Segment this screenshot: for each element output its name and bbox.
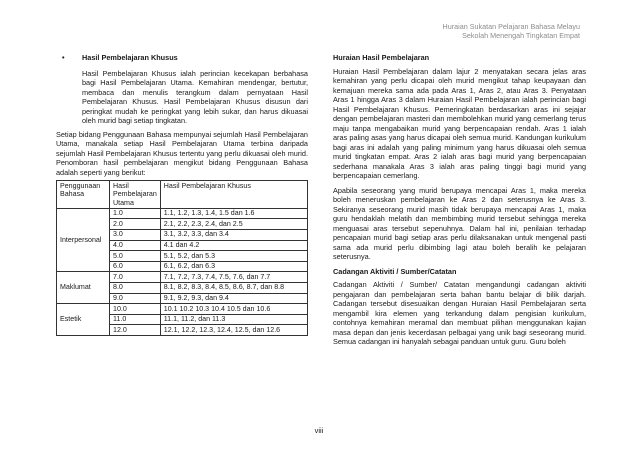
hpk-cell: 11.1, 11.2, dan 11.3 [160,314,307,325]
hpk-cell: 8.1, 8.2, 8.3, 8.4, 8.5, 8.6, 8.7, dan 8.8 [160,282,307,293]
hpu-cell: 2.0 [110,219,161,230]
header-hasil-khusus: Hasil Pembelajaran Khusus [160,181,307,209]
left-column [56,53,308,336]
hpk-cell: 12.1, 12.2, 12.3, 12.4, 12.5, dan 12.6 [160,325,307,336]
bullet-text: Hasil Pembelajaran Khusus ialah perincian kecekapan berbahasa bagi Hasil Pembelajaran Utama. Kemahiran mendengar, bertutur, membaca dan menulis terangkum dalam pernyataan Hasil Pembelajaran Khusus. Hasil Pembelajaran Khusus disusun dari peringkat mudah ke peringkat yang lebih sukar, dan harus dikuasai oleh murid bagi setiap tingkatan. [82,68,308,125]
hpk-cell: 6.1, 6.2, dan 6.3 [160,261,307,272]
right-column [333,53,586,347]
group-interpersonal: Interpersonal [57,208,110,272]
hpu-cell: 7.0 [110,272,161,283]
hpk-cell: 2.1, 2.2, 2.3, 2.4, dan 2.5 [160,219,307,230]
bullet-title: Hasil Pembelajaran Khusus [82,53,178,62]
hpk-cell: 5.1, 5.2, dan 5.3 [160,251,307,262]
hpu-cell: 9.0 [110,293,161,304]
hpk-cell: 7.1, 7.2, 7.3, 7.4, 7.5, 7.6, dan 7.7 [160,272,307,283]
table-row [57,208,308,219]
heading-huraian: Huraian Hasil Pembelajaran [333,53,430,62]
hpu-cell: 8.0 [110,282,161,293]
table-row [57,272,308,283]
hpu-cell: 12.0 [110,325,161,336]
hpu-cell: 5.0 [110,251,161,262]
hpu-cell: 4.0 [110,240,161,251]
page-number: viii [314,426,324,435]
header-line-2: Sekolah Menengah Tingkatan Empat [462,31,580,40]
running-header [443,22,580,40]
hpu-cell: 6.0 [110,261,161,272]
hpu-cell: 1.0 [110,208,161,219]
hpk-cell: 4.1 dan 4.2 [160,240,307,251]
hpu-cell: 11.0 [110,314,161,325]
hpk-cell: 1.1, 1.2, 1.3, 1.4, 1.5 dan 1.6 [160,208,307,219]
hpu-cell: 10.0 [110,304,161,315]
header-penggunaan-bahasa: Penggunaan Bahasa [57,181,110,209]
header-line-1: Huraian Sukatan Pelajaran Bahasa Melayu [442,22,580,31]
hpk-cell: 10.1 10.2 10.3 10.4 10.5 dan 10.6 [160,304,307,315]
table-header-row [57,181,308,209]
intro-paragraph: Setiap bidang Penggunaan Bahasa mempunyai sejumlah Hasil Pembelajaran Utama, manakala setiap Hasil Pembelajaran Utama terbina daripada sejumlah Hasil Pembelajaran Khusus tertentu yang perlu dikuasai oleh murid. Penomboran hasil pembelajaran mengikut bidang Penggunaan Bahasa adalah seperti yang berikut: [56,129,308,177]
paragraph-cadangan: Cadangan Aktiviti / Sumber/ Catatan mengandungi cadangan aktiviti pengajaran dan pembelajaran serta bahan bantu belajar di bilik darjah. Cadangan tersebut disesuaikan dengan Huraian Hasil Pembelajaran serta mengambil kira elemen yang terkandung dalam pengisian kurikulum, contohnya kemahiran meramal dan membuat pilihan menggunakan kajian masa depan dan jenis kecerdasan pelbagai yang unik bagi seseorang murid. Semua cadangan ini hanyalah sebagai panduan untuk guru. Guru boleh [333,280,586,346]
group-maklumat: Maklumat [57,272,110,304]
heading-cadangan: Cadangan Aktiviti / Sumber/Catatan [333,266,457,276]
table-row [57,304,308,315]
group-estetik: Estetik [57,304,110,336]
bullet-item [56,53,308,63]
learning-outcome-table [56,180,308,336]
paragraph-huraian: Huraian Hasil Pembelajaran dalam lajur 2 menyatakan secara jelas aras kemahiran yang perlu dicapai oleh murid mengikut tahap keupayaan dan kemajuan mereka sama ada pada Aras 1, Aras 2, atau Aras 3. Penyataan Aras 1 hingga Aras 3 dalam Huraian Hasil Pembelajaran ialah perincian bagi Hasil Pembelajaran Khusus. Pemeringkatan berdasarkan aras ini sejajar dengan pembelajaran masteri dan membolehkan murid yang cemerlang terus maju tanpa mengabaikan murid yang berpencapaian rendah. Aras 1 ialah aras paling asas yang harus dicapai oleh semua murid. Kandungan kurikulum bagi aras ini adalah yang paling minimum yang harus dikuasai oleh semua murid tingkatan empat. Aras 2 ialah aras bagi murid yang berpencapaian sederhana manakala Aras 3 ialah aras paling tinggi bagi murid yang berpencapaian cemerlang. [333,66,586,180]
bullet-icon: • [62,53,65,62]
hpu-cell: 3.0 [110,229,161,240]
hpk-cell: 3.1, 3.2, 3.3, dan 3.4 [160,229,307,240]
paragraph-aras: Apabila seseorang yang murid berupaya mencapai Aras 1, maka mereka boleh meneruskan pembelajaran ke Aras 2 dan seterusnya ke Aras 3. Sekiranya seseorang murid masih tidak berupaya mencapai Aras 1, maka guru hendaklah melatih dan membimbing murid tersebut sehingga mereka menguasai aras tersebut sepenuhnya. Dalam hal ini, penilaian terhadap pencapaian murid bagi setiap aras perlu dilaksanakan untuk mengenal pasti sama ada murid perlu dibimbing lagi atau boleh beralih ke pelajaran seterusnya. [333,185,586,261]
hpk-cell: 9.1, 9.2, 9.3, dan 9.4 [160,293,307,304]
header-hasil-utama: Hasil Pembelajaran Utama [110,181,161,209]
